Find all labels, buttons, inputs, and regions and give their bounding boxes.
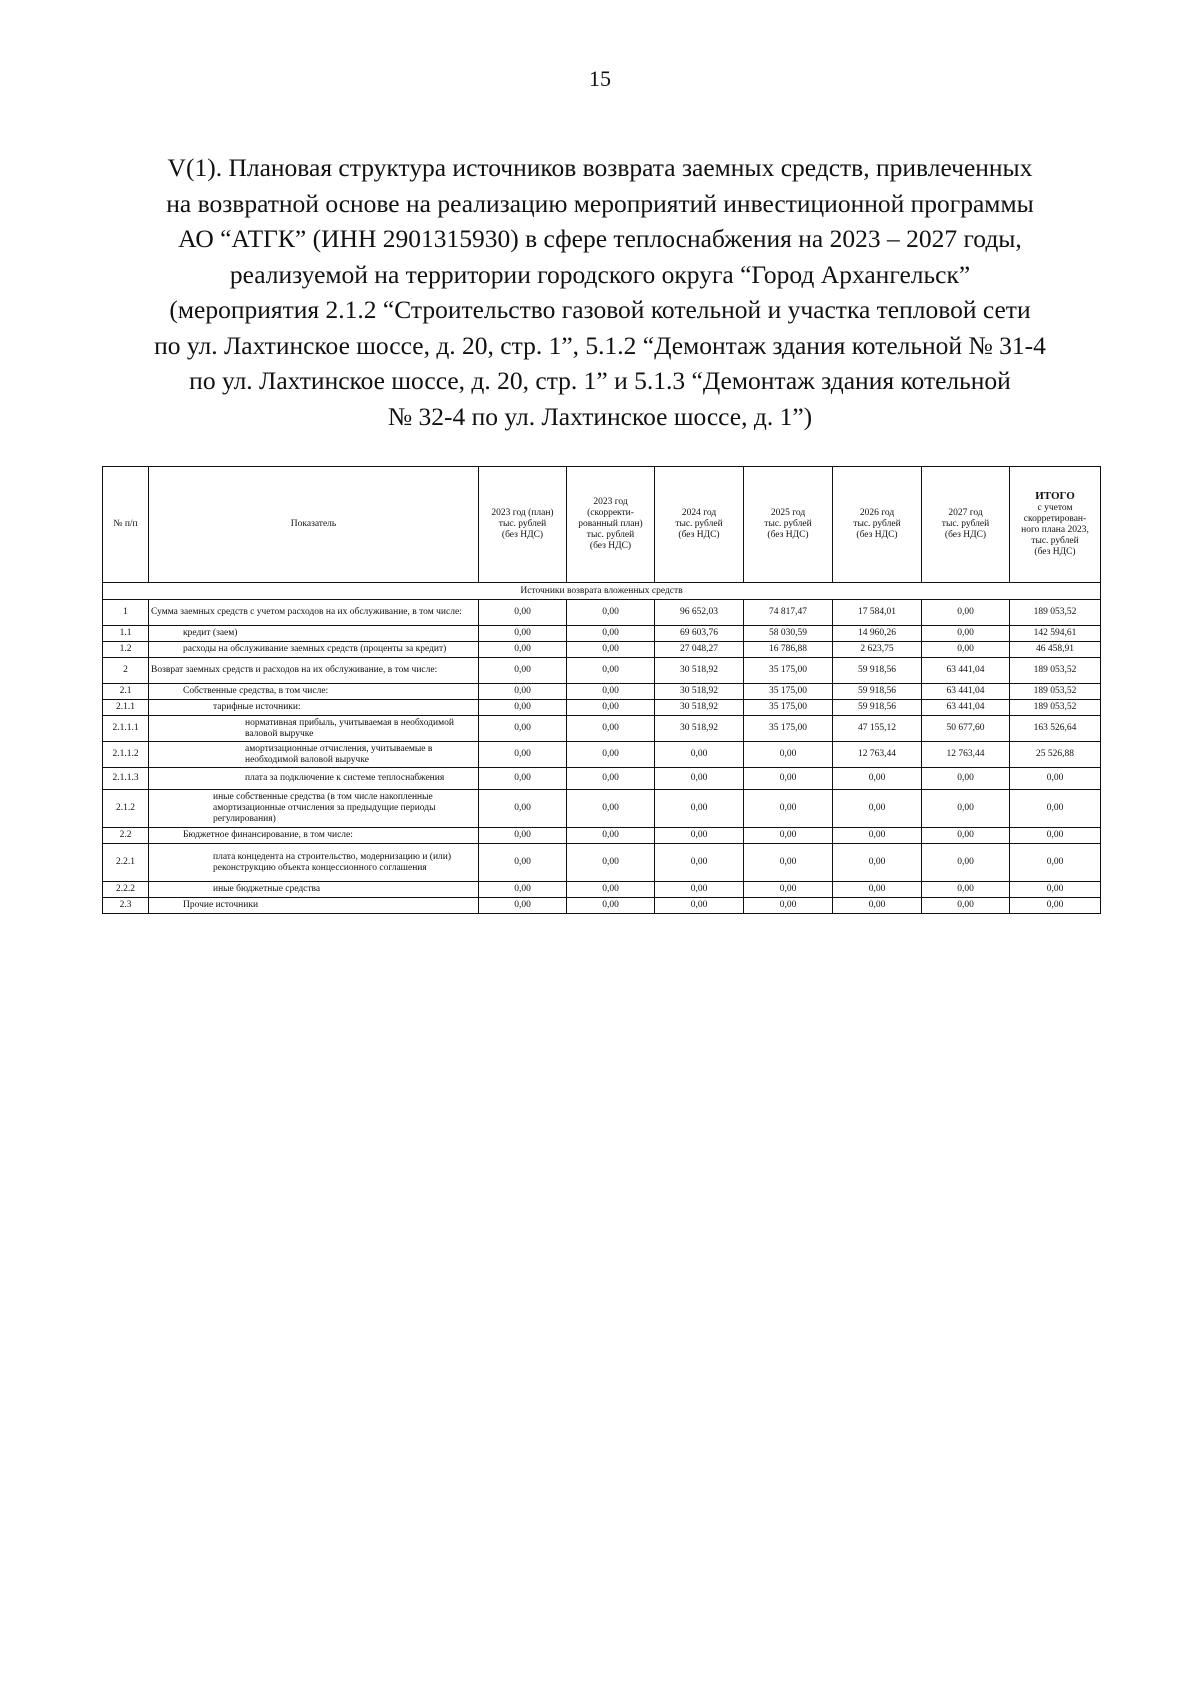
- cell-2027: 0,00: [922, 882, 1010, 898]
- cell-2024: 96 652,03: [655, 600, 744, 626]
- cell-2024: 0,00: [655, 882, 744, 898]
- title-line: реализуемой на территории городского округа “Город Архангельск”: [229, 259, 971, 289]
- cell-2023-plan: 0,00: [479, 790, 567, 828]
- cell-2024: 0,00: [655, 790, 744, 828]
- table-row: [103, 600, 1101, 626]
- cell-2023-adjusted: 0,00: [567, 844, 655, 882]
- cell-2025: 0,00: [744, 790, 833, 828]
- cell-2023-plan: 0,00: [479, 684, 567, 700]
- row-number: 2.2.2: [103, 882, 149, 898]
- row-indicator: Собственные средства, в том числе:: [149, 684, 479, 700]
- cell-2025: 35 175,00: [744, 684, 833, 700]
- row-number: 1.2: [103, 642, 149, 658]
- cell-2026: 0,00: [833, 844, 922, 882]
- cell-2027: 0,00: [922, 844, 1010, 882]
- cell-2027: 12 763,44: [922, 742, 1010, 768]
- title-line: АО “АТГК” (ИНН 2901315930) в сфере теплоснабжения на 2023 – 2027 годы,: [178, 224, 1022, 253]
- cell-2024: 30 518,92: [655, 658, 744, 684]
- cell-2023-plan: 0,00: [479, 828, 567, 844]
- row-indicator: расходы на обслуживание заемных средств (проценты за кредит): [149, 642, 479, 658]
- cell-2027: 0,00: [922, 790, 1010, 828]
- cell-2025: 35 175,00: [744, 716, 833, 742]
- cell-total: 142 594,61: [1010, 626, 1101, 642]
- cell-2023-adjusted: 0,00: [567, 768, 655, 790]
- cell-2023-plan: 0,00: [479, 844, 567, 882]
- cell-2023-adjusted: 0,00: [567, 658, 655, 684]
- cell-total: 163 526,64: [1010, 716, 1101, 742]
- cell-2026: 59 918,56: [833, 658, 922, 684]
- cell-2023-adjusted: 0,00: [567, 898, 655, 914]
- cell-2023-adjusted: 0,00: [567, 828, 655, 844]
- cell-2025: 0,00: [744, 898, 833, 914]
- cell-2023-plan: 0,00: [479, 600, 567, 626]
- row-number: 2.1.1.3: [103, 768, 149, 790]
- cell-2023-adjusted: 0,00: [567, 600, 655, 626]
- cell-2025: 0,00: [744, 844, 833, 882]
- cell-2027: 0,00: [922, 642, 1010, 658]
- cell-2027: 63 441,04: [922, 700, 1010, 716]
- row-indicator: плата концедента на строительство, модернизацию и (или) реконструкцию объекта концессионного соглашения: [149, 844, 479, 882]
- header-2023-plan: 2023 год (план) тыс. рублей (без НДС): [479, 467, 567, 583]
- table-row: [103, 742, 1101, 768]
- title-line: V(1). Плановая структура источников возврата заемных средств, привлеченных: [167, 153, 1033, 182]
- header-num: № п/п: [103, 467, 149, 583]
- cell-total: 25 526,88: [1010, 742, 1101, 768]
- cell-2023-adjusted: 0,00: [567, 742, 655, 768]
- cell-2026: 0,00: [833, 790, 922, 828]
- header-2024: 2024 год тыс. рублей (без НДС): [655, 467, 744, 583]
- header-2026: 2026 год тыс. рублей (без НДС): [833, 467, 922, 583]
- cell-2023-plan: 0,00: [479, 898, 567, 914]
- cell-2023-plan: 0,00: [479, 658, 567, 684]
- cell-2025: 74 817,47: [744, 600, 833, 626]
- page-number: 15: [589, 66, 611, 91]
- header-2025: 2025 год тыс. рублей (без НДС): [744, 467, 833, 583]
- cell-2023-adjusted: 0,00: [567, 626, 655, 642]
- table-row: [103, 828, 1101, 844]
- cell-2023-adjusted: 0,00: [567, 790, 655, 828]
- row-indicator: кредит (заем): [149, 626, 479, 642]
- table-row: [103, 844, 1101, 882]
- cell-2024: 0,00: [655, 828, 744, 844]
- table-row: [103, 642, 1101, 658]
- row-indicator: тарифные источники:: [149, 700, 479, 716]
- row-number: 1.1: [103, 626, 149, 642]
- cell-2023-adjusted: 0,00: [567, 642, 655, 658]
- cell-2026: 0,00: [833, 882, 922, 898]
- row-number: 2.1.1.1: [103, 716, 149, 742]
- row-indicator: нормативная прибыль, учитываемая в необходимой валовой выручке: [149, 716, 479, 742]
- row-number: 2.1.1: [103, 700, 149, 716]
- row-indicator: плата за подключение к системе теплоснабжения: [149, 768, 479, 790]
- cell-2023-adjusted: 0,00: [567, 700, 655, 716]
- cell-2026: 0,00: [833, 768, 922, 790]
- table-row: [103, 790, 1101, 828]
- cell-total: 0,00: [1010, 844, 1101, 882]
- row-number: 2.1.2: [103, 790, 149, 828]
- sources-table: [102, 466, 1101, 914]
- title-line: по ул. Лахтинское шоссе, д. 20, стр. 1” и 5.1.3 “Демонтаж здания котельной: [189, 366, 1011, 395]
- table-row: [103, 684, 1101, 700]
- row-indicator: иные собственные средства (в том числе накопленные амортизационные отчисления за предыдущие периоды регулирования): [149, 790, 479, 828]
- table-row: [103, 658, 1101, 684]
- cell-2024: 0,00: [655, 768, 744, 790]
- section-label: Источники возврата вложенных средств: [103, 583, 1101, 600]
- title-line: по ул. Лахтинское шоссе, д. 20, стр. 1”, 5.1.2 “Демонтаж здания котельной № 31-4: [154, 330, 1046, 360]
- cell-2023-adjusted: 0,00: [567, 716, 655, 742]
- cell-2023-adjusted: 0,00: [567, 882, 655, 898]
- cell-2023-plan: 0,00: [479, 642, 567, 658]
- cell-2025: 0,00: [744, 828, 833, 844]
- table-row: [103, 898, 1101, 914]
- cell-2027: 0,00: [922, 626, 1010, 642]
- cell-2023-plan: 0,00: [479, 716, 567, 742]
- cell-total: 189 053,52: [1010, 658, 1101, 684]
- cell-2027: 50 677,60: [922, 716, 1010, 742]
- cell-2025: 16 786,88: [744, 642, 833, 658]
- cell-total: 0,00: [1010, 828, 1101, 844]
- header-indicator: Показатель: [149, 467, 479, 583]
- table-row: [103, 716, 1101, 742]
- table-row: [103, 700, 1101, 716]
- cell-2026: 17 584,01: [833, 600, 922, 626]
- cell-2027: 0,00: [922, 768, 1010, 790]
- cell-total: 0,00: [1010, 898, 1101, 914]
- cell-2027: 0,00: [922, 898, 1010, 914]
- cell-total: 189 053,52: [1010, 700, 1101, 716]
- cell-2025: 0,00: [744, 742, 833, 768]
- cell-2026: 0,00: [833, 898, 922, 914]
- cell-2025: 0,00: [744, 882, 833, 898]
- cell-2025: 58 030,59: [744, 626, 833, 642]
- cell-total: 46 458,91: [1010, 642, 1101, 658]
- cell-total: 0,00: [1010, 790, 1101, 828]
- cell-2024: 27 048,27: [655, 642, 744, 658]
- row-number: 2.1.1.2: [103, 742, 149, 768]
- cell-2024: 30 518,92: [655, 716, 744, 742]
- header-2023-adjusted: 2023 год (скорректи- рованный план) тыс. рублей (без НДС): [567, 467, 655, 583]
- row-number: 2.2: [103, 828, 149, 844]
- row-indicator: Возврат заемных средств и расходов на их обслуживание, в том числе:: [149, 658, 479, 684]
- table-header-row: [103, 467, 1101, 583]
- header-2027: 2027 год тыс. рублей (без НДС): [922, 467, 1010, 583]
- title-line: № 32-4 по ул. Лахтинское шоссе, д. 1”): [387, 401, 813, 431]
- cell-2023-plan: 0,00: [479, 700, 567, 716]
- title-line: на возвратной основе на реализацию мероприятий инвестиционной программы: [166, 188, 1034, 218]
- row-number: 1: [103, 600, 149, 626]
- row-indicator: иные бюджетные средства: [149, 882, 479, 898]
- section-row: [103, 583, 1101, 600]
- row-indicator: Бюджетное финансирование, в том числе:: [149, 828, 479, 844]
- table-row: [103, 882, 1101, 898]
- cell-2024: 30 518,92: [655, 684, 744, 700]
- cell-2024: 0,00: [655, 742, 744, 768]
- cell-total: 0,00: [1010, 882, 1101, 898]
- cell-2026: 2 623,75: [833, 642, 922, 658]
- document-title: [95, 150, 1105, 434]
- cell-2026: 47 155,12: [833, 716, 922, 742]
- cell-2026: 59 918,56: [833, 700, 922, 716]
- cell-2025: 0,00: [744, 768, 833, 790]
- row-number: 2.1: [103, 684, 149, 700]
- cell-2024: 30 518,92: [655, 700, 744, 716]
- cell-2024: 0,00: [655, 898, 744, 914]
- cell-2024: 69 603,76: [655, 626, 744, 642]
- cell-2025: 35 175,00: [744, 658, 833, 684]
- cell-2027: 63 441,04: [922, 658, 1010, 684]
- cell-2024: 0,00: [655, 844, 744, 882]
- cell-2026: 0,00: [833, 828, 922, 844]
- cell-total: 189 053,52: [1010, 684, 1101, 700]
- row-indicator: Сумма заемных средств с учетом расходов на их обслуживание, в том числе:: [149, 600, 479, 626]
- cell-total: 0,00: [1010, 768, 1101, 790]
- cell-2027: 0,00: [922, 600, 1010, 626]
- row-indicator: Прочие источники: [149, 898, 479, 914]
- table-row: [103, 626, 1101, 642]
- title-line: (мероприятия 2.1.2 “Строительство газовой котельной и участка тепловой сети: [169, 295, 1031, 324]
- row-number: 2.3: [103, 898, 149, 914]
- table-row: [103, 768, 1101, 790]
- cell-2023-plan: 0,00: [479, 742, 567, 768]
- row-number: 2.2.1: [103, 844, 149, 882]
- cell-2023-plan: 0,00: [479, 768, 567, 790]
- cell-2025: 35 175,00: [744, 700, 833, 716]
- cell-2026: 59 918,56: [833, 684, 922, 700]
- header-total: ИТОГО с учетом скорретирован- ного плана 2023, тыс. рублей (без НДС): [1010, 467, 1101, 583]
- row-number: 2: [103, 658, 149, 684]
- cell-2023-adjusted: 0,00: [567, 684, 655, 700]
- cell-2027: 0,00: [922, 828, 1010, 844]
- cell-2026: 14 960,26: [833, 626, 922, 642]
- cell-total: 189 053,52: [1010, 600, 1101, 626]
- cell-2023-plan: 0,00: [479, 626, 567, 642]
- row-indicator: амортизационные отчисления, учитываемые в необходимой валовой выручке: [149, 742, 479, 768]
- cell-2026: 12 763,44: [833, 742, 922, 768]
- cell-2027: 63 441,04: [922, 684, 1010, 700]
- cell-2023-plan: 0,00: [479, 882, 567, 898]
